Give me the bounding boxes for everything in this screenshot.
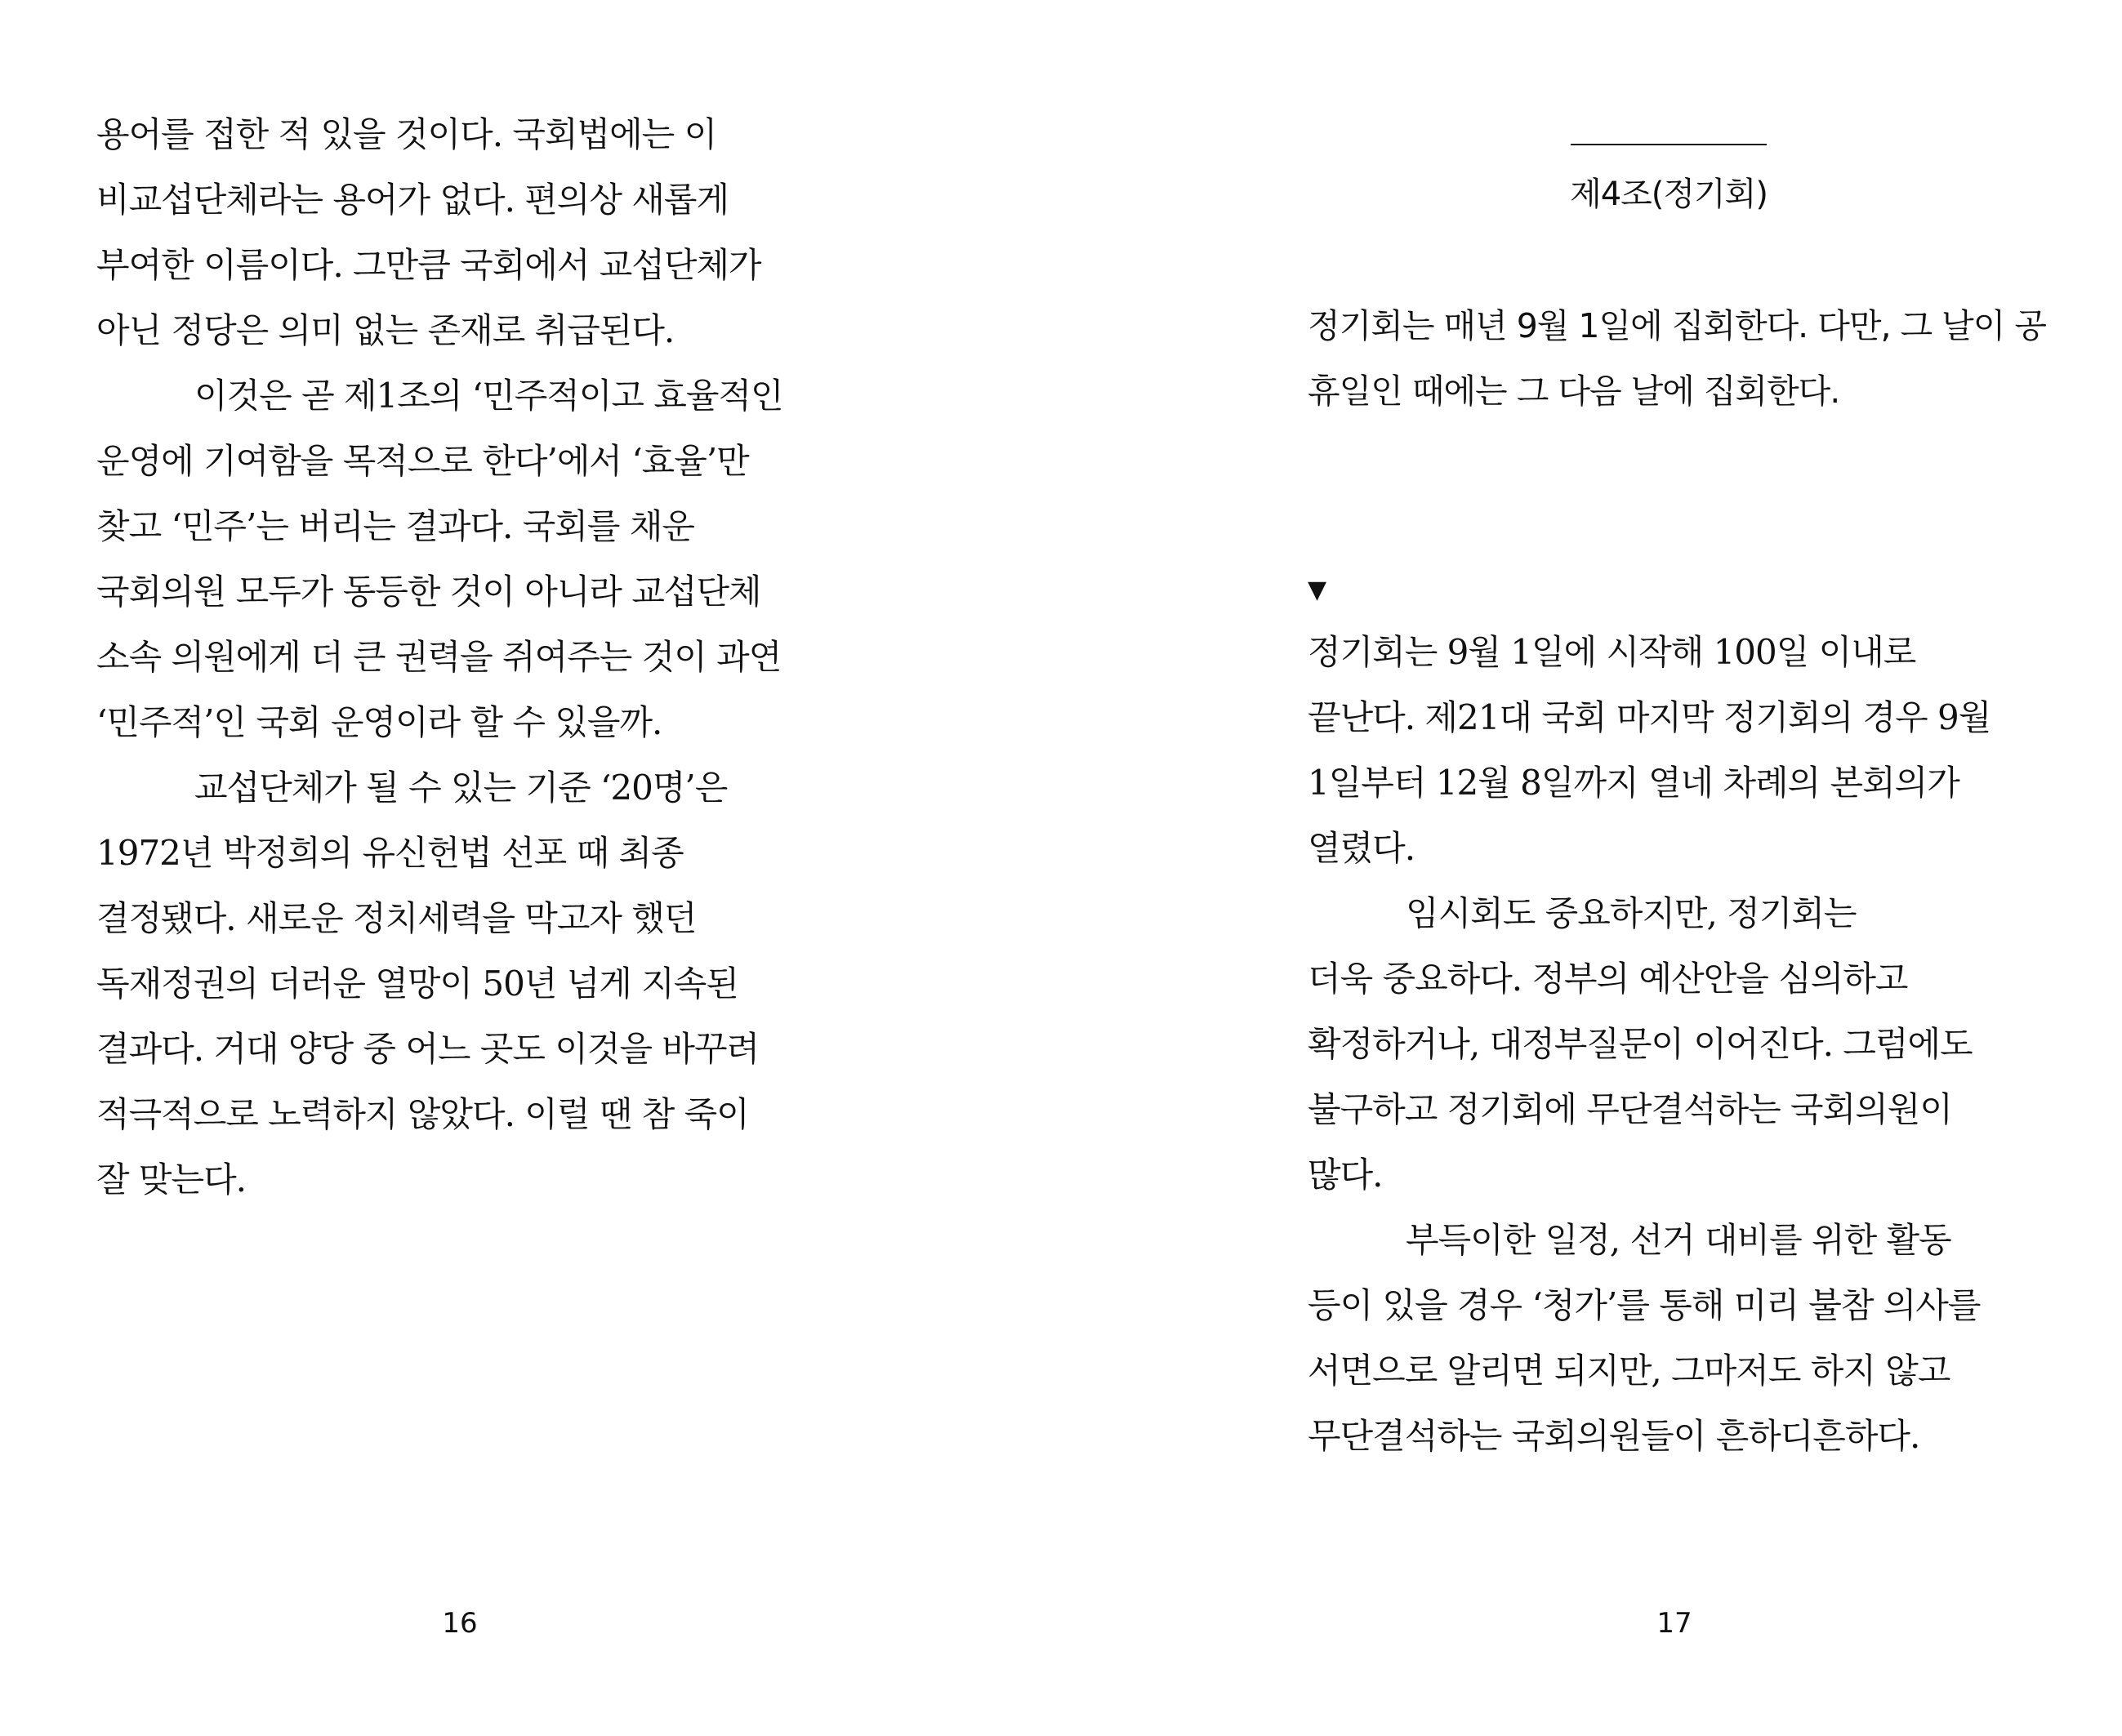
text-line: 잘 맞는다. — [96, 1160, 246, 1200]
text-line: 더욱 중요하다. 정부의 예산안을 심의하고 — [1308, 959, 1908, 999]
page-number: 17 — [1656, 1607, 1692, 1640]
text-line: 등이 있을 경우 ‘청가’를 통해 미리 불참 의사를 — [1308, 1285, 1981, 1325]
text-line: 서면으로 알리면 되지만, 그마저도 하지 않고 — [1308, 1351, 1950, 1391]
text-line: 국회의원 모두가 동등한 것이 아니라 교섭단체 — [96, 572, 761, 612]
article-text-line: 정기회는 매년 9월 1일에 집회한다. 다만, 그 날이 공 — [1308, 306, 2047, 345]
text-line: 결과다. 거대 양당 중 어느 곳도 이것을 바꾸려 — [96, 1029, 760, 1069]
text-line: 찾고 ‘민주’는 버리는 결과다. 국회를 채운 — [96, 506, 694, 546]
text-line: 독재정권의 더러운 열망이 50년 넘게 지속된 — [96, 964, 738, 1004]
text-line: 불구하고 정기회에 무단결석하는 국회의원이 — [1308, 1089, 1952, 1129]
text-line: 아닌 정당은 의미 없는 존재로 취급된다. — [96, 310, 675, 350]
article-text-line: 휴일인 때에는 그 다음 날에 집회한다. — [1308, 372, 1840, 411]
text-line: 교섭단체가 될 수 있는 기준 ‘20명’은 — [194, 768, 728, 808]
text-line: 용어를 접한 적 있을 것이다. 국회법에는 이 — [96, 114, 717, 154]
text-line: 끝난다. 제21대 국회 마지막 정기회의 경우 9월 — [1308, 697, 1991, 737]
text-line: 1972년 박정희의 유신헌법 선포 때 최종 — [96, 833, 684, 873]
text-line: 확정하거나, 대정부질문이 이어진다. 그럼에도 — [1308, 1024, 1973, 1064]
down-triangle-icon: ▼ — [1308, 576, 1327, 604]
text-line: 무단결석하는 국회의원들이 흔하디흔하다. — [1308, 1416, 1920, 1456]
text-line: 소속 의원에게 더 큰 권력을 쥐여주는 것이 과연 — [96, 637, 782, 677]
text-line: 열렸다. — [1308, 828, 1415, 868]
text-line: 적극적으로 노력하지 않았다. 이럴 땐 참 죽이 — [96, 1094, 749, 1134]
page-number: 16 — [442, 1607, 478, 1640]
text-line: ‘민주적’인 국회 운영이라 할 수 있을까. — [96, 702, 662, 742]
text-line: 비교섭단체라는 용어가 없다. 편의상 새롭게 — [96, 180, 729, 220]
text-line: 이것은 곧 제1조의 ‘민주적이고 효율적인 — [194, 376, 783, 416]
article-heading: 제4조(정기회) — [1570, 176, 1768, 213]
text-line: 임시회도 중요하지만, 정기회는 — [1406, 893, 1857, 933]
text-line: 부득이한 일정, 선거 대비를 위한 활동 — [1406, 1220, 1951, 1260]
heading-rule — [1571, 144, 1767, 145]
text-line: 운영에 기여함을 목적으로 한다’에서 ‘효율’만 — [96, 441, 749, 481]
text-line: 부여한 이름이다. 그만큼 국회에서 교섭단체가 — [96, 245, 761, 285]
text-line: 많다. — [1308, 1155, 1383, 1195]
text-line: 결정됐다. 새로운 정치세력을 막고자 했던 — [96, 898, 697, 938]
right-page — [1061, 0, 2122, 1736]
text-line: 정기회는 9월 1일에 시작해 100일 이내로 — [1308, 632, 1916, 672]
text-line: 1일부터 12월 8일까지 열네 차례의 본회의가 — [1308, 763, 1959, 803]
